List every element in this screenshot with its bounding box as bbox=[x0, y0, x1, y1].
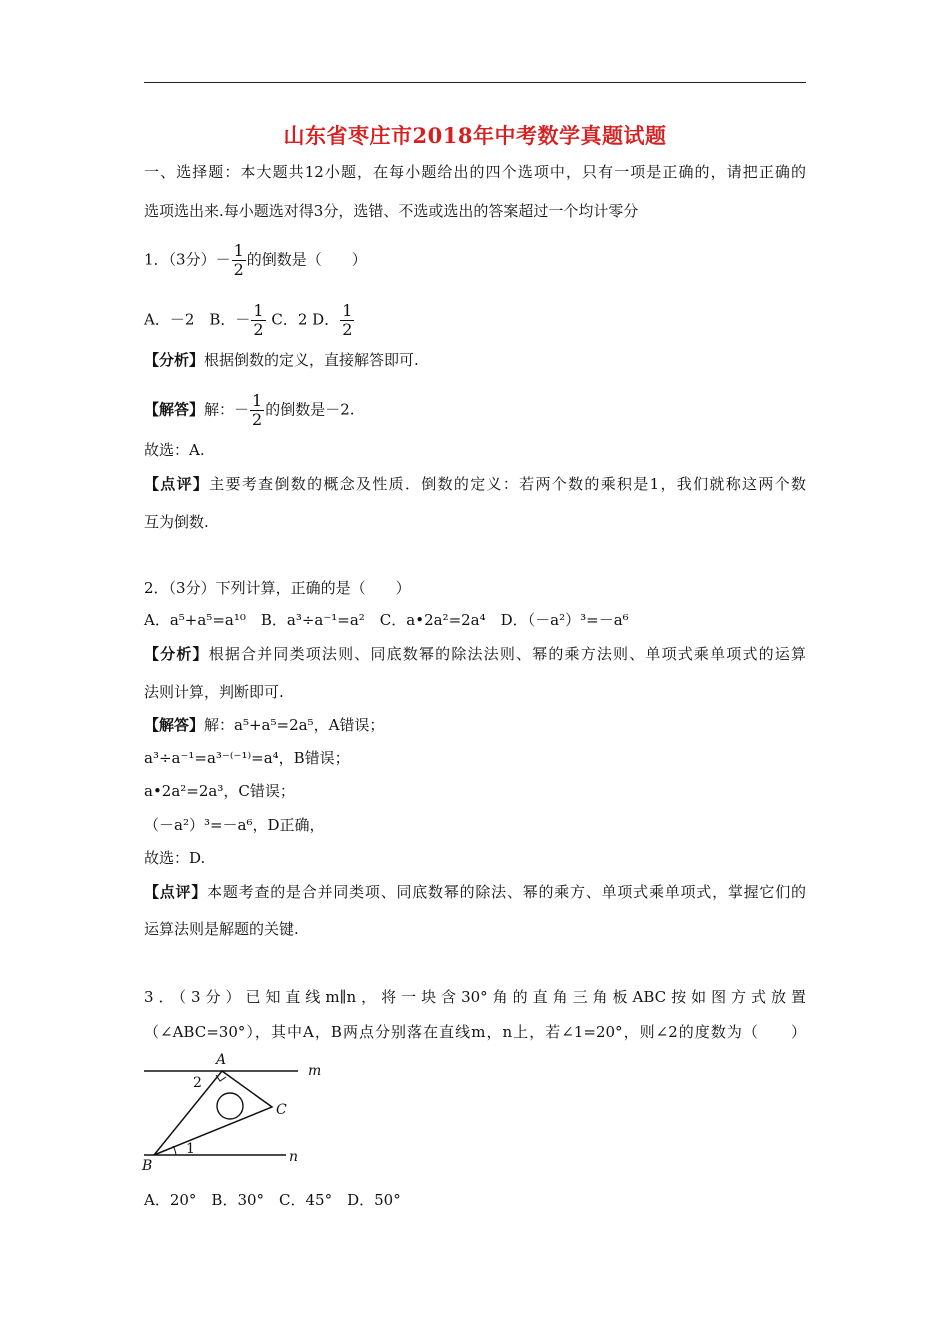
q2-comment-1: 【点评】本题考查的是合并同类项、同底数幂的除法、幂的乘方、单项式乘单项式，掌握它们的 bbox=[144, 883, 806, 901]
q1-fraction: $\frac{1}{2}$ bbox=[233, 241, 244, 279]
q3-figure bbox=[136, 1046, 336, 1176]
q2-stem: 2．（3分）下列计算，正确的是（ ） bbox=[144, 579, 411, 597]
q1-analysis: 【分析】根据倒数的定义，直接解答即可. bbox=[144, 351, 419, 369]
label-angle-2: 2 bbox=[193, 1075, 202, 1091]
label-c: C bbox=[276, 1102, 287, 1118]
label-n: n bbox=[289, 1149, 299, 1165]
q2-answer-3: a•2a²=2a³，C错误； bbox=[144, 782, 295, 800]
q2-comment-2: 运算法则是解题的关键. bbox=[144, 920, 299, 938]
q2-answer-2: a³÷a⁻¹=a³⁻⁽⁻¹⁾=a⁴，B错误； bbox=[144, 749, 350, 767]
q2-answer-1: 【解答】解：a⁵+a⁵=2a⁵，A错误； bbox=[144, 716, 385, 734]
q3-options: A．20° B．30° C．45° D．50° bbox=[144, 1191, 401, 1209]
q1-choice: 故选：A. bbox=[144, 441, 205, 459]
q3-stem-1: 3．（3分）已知直线m∥n，将一块含30°角的直角三角板ABC按如图方式放置 bbox=[144, 988, 806, 1006]
q2-options: A．a⁵+a⁵=a¹⁰ B．a³÷a⁻¹=a² C．a•2a²=2a⁴ D．（－a²）³=－a⁶ bbox=[144, 611, 629, 629]
q1-options: A．－2 B．－ $\frac{1}{2}$ C．2 D． $\frac{1}{2}$ bbox=[144, 301, 353, 339]
label-b: B bbox=[142, 1158, 153, 1174]
triangle-abc bbox=[154, 1071, 272, 1155]
q1-answer: 【解答】解：－ $\frac{1}{2}$ 的倒数是－2. bbox=[144, 391, 355, 429]
label-a: A bbox=[216, 1052, 227, 1068]
q2-answer-4: （－a²）³=－a⁶，D正确， bbox=[144, 816, 325, 834]
label-m: m bbox=[308, 1063, 322, 1079]
triangle-hole bbox=[217, 1093, 243, 1119]
section-instructions-1: 一、选择题：本大题共12小题，在每小题给出的四个选项中，只有一项是正确的，请把正确的 bbox=[144, 163, 806, 181]
q3-stem-2: （∠ABC=30°），其中A，B两点分别落在直线m，n上，若∠1=20°，则∠2的度数为（ ） bbox=[144, 1023, 806, 1041]
q2-analysis-2: 法则计算，判断即可. bbox=[144, 683, 284, 701]
label-angle-1: 1 bbox=[186, 1141, 195, 1157]
q1-comment-2: 互为倒数. bbox=[144, 513, 209, 531]
q1-stem: 1．（3分）－ $\frac{1}{2}$ 的倒数是（ ） bbox=[144, 241, 367, 279]
q2-analysis-1: 【分析】根据合并同类项法则、同底数幂的除法法则、幂的乘方法则、单项式乘单项式的运算 bbox=[144, 645, 806, 663]
section-instructions-2: 选项选出来.每小题选对得3分，选错、不选或选出的答案超过一个均计零分 bbox=[144, 202, 639, 220]
q2-choice: 故选：D. bbox=[144, 849, 206, 867]
top-rule bbox=[144, 82, 806, 83]
q1-comment-1: 【点评】主要考查倒数的概念及性质．倒数的定义：若两个数的乘积是1，我们就称这两个数 bbox=[144, 475, 806, 493]
paper-title: 山东省枣庄市2018年中考数学真题试题 bbox=[283, 123, 667, 148]
